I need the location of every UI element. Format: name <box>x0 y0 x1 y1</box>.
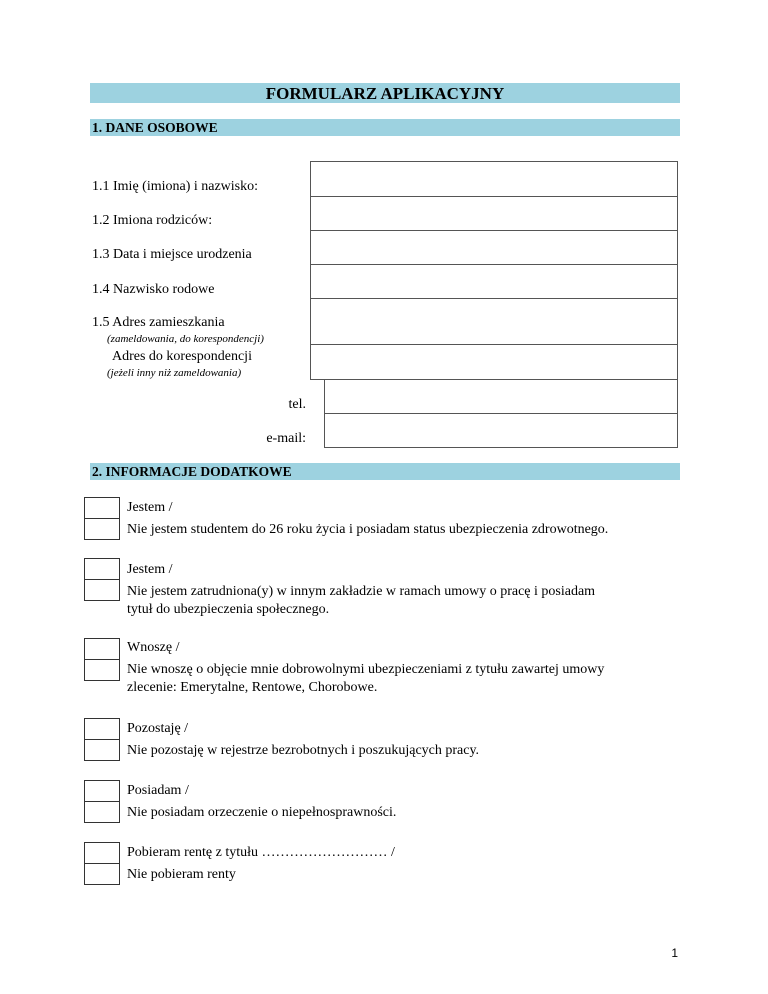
checkbox-employed-no[interactable] <box>84 579 120 601</box>
field-note-correspondence: (jeżeli inny niż zameldowania) <box>107 367 242 379</box>
checkbox-student-yes[interactable] <box>84 497 120 519</box>
statement-unemployed-line2: Nie pozostaję w rejestrze bezrobotnych i poszukujących pracy. <box>127 743 480 758</box>
field-label-name: 1.1 Imię (imiona) i nazwisko: <box>92 179 259 194</box>
section-2-header: 2. INFORMACJE DODATKOWE <box>90 463 680 480</box>
statement-pension-line2: Nie pobieram renty <box>127 867 236 882</box>
phone-input[interactable] <box>324 379 678 414</box>
checkbox-disability-yes[interactable] <box>84 780 120 802</box>
field-note-address: (zameldowania, do korespondencji) <box>107 333 264 345</box>
statement-unemployed-line1: Pozostaję / <box>127 721 189 736</box>
parents-input[interactable] <box>310 196 678 231</box>
field-label-address: 1.5 Adres zamieszkania <box>92 315 225 330</box>
page-number: 1 <box>671 946 678 960</box>
checkbox-voluntary-no[interactable] <box>84 659 120 681</box>
field-label-birth: 1.3 Data i miejsce urodzenia <box>92 247 252 262</box>
statement-pension-line1: Pobieram rentę z tytułu ……………………… / <box>127 845 395 860</box>
checkbox-unemployed-yes[interactable] <box>84 718 120 740</box>
birth-input[interactable] <box>310 230 678 265</box>
email-input[interactable] <box>324 413 678 448</box>
statement-disability-line2: Nie posiadam orzeczenie o niepełnosprawności. <box>127 805 397 820</box>
checkbox-voluntary-yes[interactable] <box>84 638 120 660</box>
statement-student-line1: Jestem / <box>127 500 173 515</box>
field-label-correspondence: Adres do korespondencji <box>112 349 252 364</box>
checkbox-pension-yes[interactable] <box>84 842 120 864</box>
maiden-name-input[interactable] <box>310 264 678 299</box>
statement-employed-line2: Nie jestem zatrudniona(y) w innym zakładzie w ramach umowy o pracę i posiadam <box>127 584 596 599</box>
statement-voluntary-line2: Nie wnoszę o objęcie mnie dobrowolnymi ubezpieczeniami z tytułu zawartej umowy <box>127 662 605 677</box>
correspondence-input[interactable] <box>310 344 678 380</box>
field-label-parents: 1.2 Imiona rodziców: <box>92 213 213 228</box>
statement-employed-line3: tytuł do ubezpieczenia społecznego. <box>127 602 330 617</box>
statement-disability-line1: Posiadam / <box>127 783 189 798</box>
checkbox-pension-no[interactable] <box>84 863 120 885</box>
checkbox-unemployed-no[interactable] <box>84 739 120 761</box>
statement-employed-line1: Jestem / <box>127 562 173 577</box>
checkbox-student-no[interactable] <box>84 518 120 540</box>
field-label-phone: tel. <box>288 397 306 412</box>
checkbox-employed-yes[interactable] <box>84 558 120 580</box>
address-input[interactable] <box>310 298 678 345</box>
field-label-maiden-name: 1.4 Nazwisko rodowe <box>92 282 215 297</box>
checkbox-disability-no[interactable] <box>84 801 120 823</box>
statement-voluntary-line3: zlecenie: Emerytalne, Rentowe, Chorobowe. <box>127 680 378 695</box>
section-1-header: 1. DANE OSOBOWE <box>90 119 680 136</box>
form-title: FORMULARZ APLIKACYJNY <box>90 83 680 103</box>
field-label-email: e-mail: <box>266 431 306 446</box>
name-input[interactable] <box>310 161 678 197</box>
statement-voluntary-line1: Wnoszę / <box>127 640 180 655</box>
statement-student-line2: Nie jestem studentem do 26 roku życia i posiadam status ubezpieczenia zdrowotnego. <box>127 522 609 537</box>
